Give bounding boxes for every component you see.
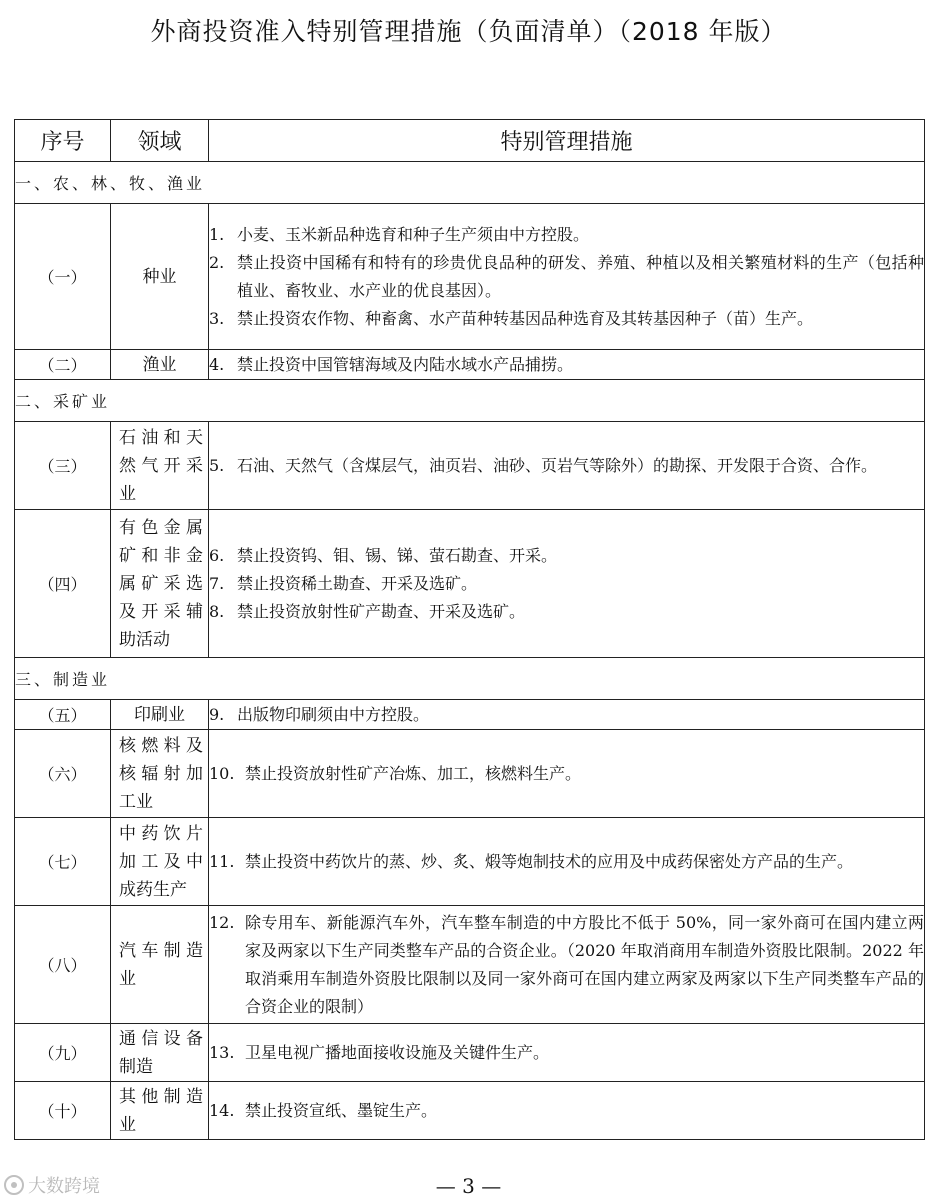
row-measures <box>209 818 925 906</box>
measure-text: 禁止投资农作物、种畜禽、水产苗种转基因品种选育及其转基因种子（苗）生产。 <box>237 308 814 328</box>
row-domain: 种业 <box>111 204 209 350</box>
row-domain: 石油和天然气开采业 <box>111 422 209 510</box>
measure-text: 禁止投资放射性矿产冶炼、加工，核燃料生产。 <box>245 763 582 783</box>
row-measures <box>209 204 925 350</box>
measure-text: 出版物印刷须由中方控股。 <box>237 704 430 724</box>
row-domain: 有色金属矿和非金属矿采选及开采辅助活动 <box>111 510 209 658</box>
measure-number: 11. <box>209 851 235 871</box>
row-domain: 印刷业 <box>111 700 209 730</box>
measure-text: 禁止投资中国稀有和特有的珍贵优良品种的研发、养殖、种植以及相关繁殖材料的生产（包括种植业、畜牧业、水产业的优良基因）。 <box>237 252 924 300</box>
measure-item <box>209 452 924 480</box>
table-row <box>15 1082 925 1140</box>
measure-text: 禁止投资稀土勘查、开采及选矿。 <box>237 573 478 593</box>
measure-item <box>209 701 924 729</box>
page-number: — 3 — <box>435 1174 502 1198</box>
row-domain: 核燃料及核辐射加工业 <box>111 730 209 818</box>
negative-list-table <box>14 119 925 1140</box>
row-seq: （八） <box>15 906 111 1024</box>
row-seq: （二） <box>15 350 111 380</box>
measure-item <box>209 351 924 379</box>
measure-item <box>209 249 924 305</box>
measure-text: 除专用车、新能源汽车外，汽车整车制造的中方股比不低于 50%，同一家外商可在国内建立两家及两家以下生产同类整车产品的合资企业。（2020 年取消商用车制造外资股比限制。2022 年取消乘用车制造外资股比限制以及同一家外商可在国内建立两家及两家以下生产同类整车产品的合资企业的限制） <box>245 912 924 1016</box>
row-domain: 中药饮片加工及中成药生产 <box>111 818 209 906</box>
row-domain: 通信设备制造 <box>111 1024 209 1082</box>
header-domain: 领域 <box>111 120 209 162</box>
measure-item <box>209 909 924 1021</box>
row-seq: （五） <box>15 700 111 730</box>
measure-item <box>209 221 924 249</box>
measure-item <box>209 1039 924 1067</box>
measure-number: 8. <box>209 601 225 621</box>
section-row <box>15 380 925 422</box>
measure-text: 石油、天然气（含煤层气，油页岩、油砂、页岩气等除外）的勘探、开发限于合资、合作。 <box>237 455 878 475</box>
measure-item <box>209 542 924 570</box>
table-row <box>15 730 925 818</box>
measure-number: 10. <box>209 763 235 783</box>
header-measures: 特别管理措施 <box>209 120 925 162</box>
measure-number: 9. <box>209 704 225 724</box>
section-row <box>15 162 925 204</box>
measure-item <box>209 598 924 626</box>
row-measures <box>209 350 925 380</box>
table-row <box>15 700 925 730</box>
row-measures <box>209 730 925 818</box>
measure-number: 3. <box>209 308 225 328</box>
measure-number: 7. <box>209 573 225 593</box>
row-measures <box>209 510 925 658</box>
measure-number: 13. <box>209 1042 235 1062</box>
row-measures <box>209 700 925 730</box>
measure-text: 禁止投资钨、钼、锡、锑、萤石勘查、开采。 <box>237 545 558 565</box>
measure-number: 5. <box>209 455 225 475</box>
measure-item <box>209 848 924 876</box>
document-title: 外商投资准入特别管理措施（负面清单）（2018 年版） <box>150 17 787 46</box>
measure-text: 小麦、玉米新品种选育和种子生产须由中方控股。 <box>237 224 590 244</box>
section-row <box>15 658 925 700</box>
row-seq: （九） <box>15 1024 111 1082</box>
section-heading: 三、制造业 <box>15 658 925 700</box>
row-seq: （四） <box>15 510 111 658</box>
watermark-text: 大数跨境 <box>28 1176 100 1197</box>
row-domain: 其他制造业 <box>111 1082 209 1140</box>
measure-item <box>209 305 924 333</box>
row-domain: 渔业 <box>111 350 209 380</box>
row-seq: （七） <box>15 818 111 906</box>
table-row <box>15 510 925 658</box>
table-row <box>15 906 925 1024</box>
row-domain: 汽车制造业 <box>111 906 209 1024</box>
measure-number: 14. <box>209 1100 235 1120</box>
measure-text: 禁止投资中药饮片的蒸、炒、炙、煅等炮制技术的应用及中成药保密处方产品的生产。 <box>245 851 854 871</box>
measure-text: 卫星电视广播地面接收设施及关键件生产。 <box>245 1042 550 1062</box>
row-measures <box>209 422 925 510</box>
row-seq: （一） <box>15 204 111 350</box>
measure-number: 4. <box>209 354 225 374</box>
row-measures <box>209 1082 925 1140</box>
measure-item <box>209 570 924 598</box>
header-seq: 序号 <box>15 120 111 162</box>
measure-number: 12. <box>209 912 235 932</box>
measure-number: 1. <box>209 224 225 244</box>
row-seq: （十） <box>15 1082 111 1140</box>
measure-item <box>209 1097 924 1125</box>
row-seq: （三） <box>15 422 111 510</box>
table-row <box>15 818 925 906</box>
row-measures <box>209 1024 925 1082</box>
table-header-row <box>15 120 925 162</box>
table-row <box>15 1024 925 1082</box>
measure-text: 禁止投资中国管辖海域及内陆水域水产品捕捞。 <box>237 354 574 374</box>
row-seq: （六） <box>15 730 111 818</box>
measure-text: 禁止投资宣纸、墨锭生产。 <box>245 1100 438 1120</box>
table-row <box>15 204 925 350</box>
measure-text: 禁止投资放射性矿产勘查、开采及选矿。 <box>237 601 526 621</box>
measure-number: 6. <box>209 545 225 565</box>
measure-item <box>209 760 924 788</box>
section-heading: 一、农、林、牧、渔业 <box>15 162 925 204</box>
measure-number: 2. <box>209 252 225 272</box>
section-heading: 二、采矿业 <box>15 380 925 422</box>
table-row <box>15 350 925 380</box>
table-row <box>15 422 925 510</box>
row-measures <box>209 906 925 1024</box>
